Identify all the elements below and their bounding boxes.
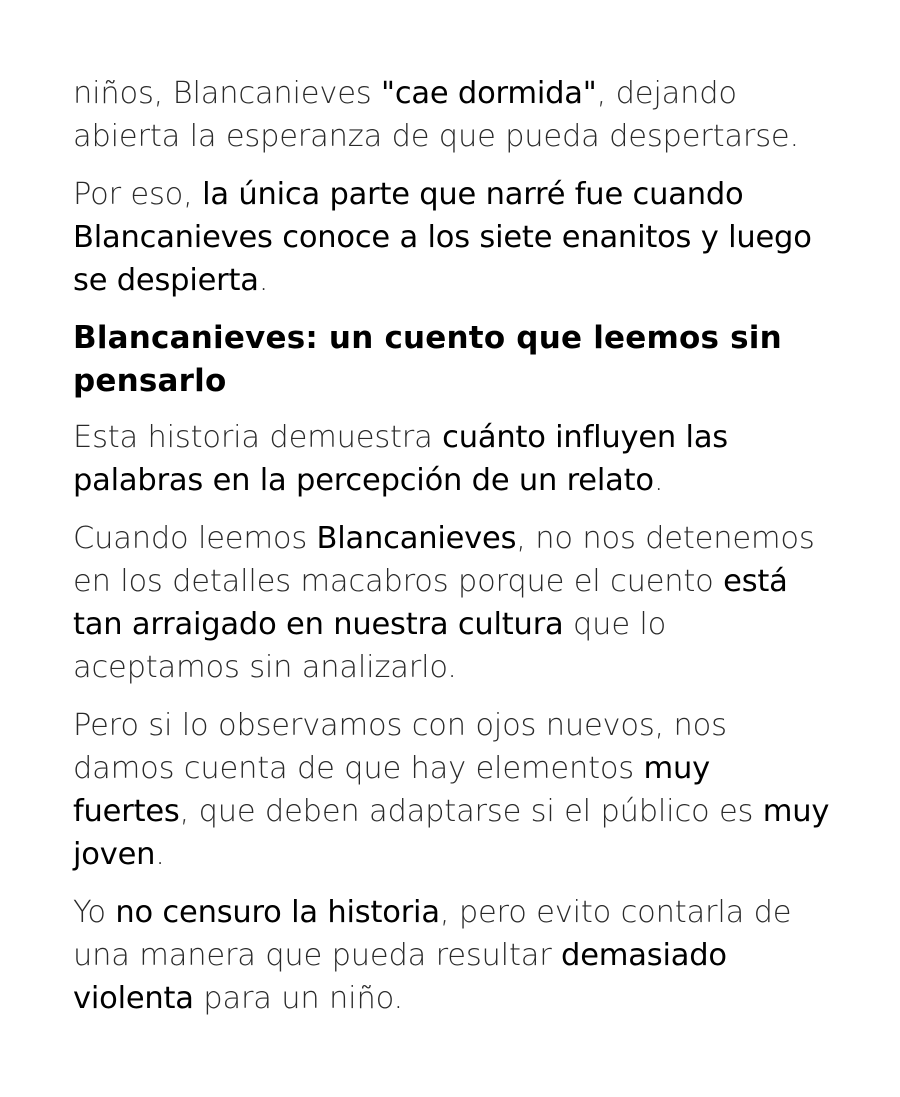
paragraph-1 <box>73 72 833 158</box>
emphasis-span: "cae dormida" <box>380 76 597 111</box>
emphasis-span: Blancanieves <box>316 521 517 556</box>
emphasis-span: muy fuertes <box>73 751 710 829</box>
text-span: para un niño. <box>193 981 403 1016</box>
text-span: Pero si lo observamos con ojos nuevos, nos damos cuenta de que hay elementos <box>73 708 727 786</box>
text-span: , que deben adaptarse si el público es <box>179 794 763 829</box>
text-span: Cuando leemos <box>73 521 317 556</box>
emphasis-span: está tan arraigado en nuestra cultura <box>73 564 788 642</box>
text-span: Esta historia demuestra <box>73 420 443 455</box>
text-span: , no nos detenemos en los detalles macabros porque el cuento <box>73 521 815 599</box>
text-span: Yo <box>73 895 116 930</box>
text-span: niños, Blancanieves <box>73 76 381 111</box>
text-span: . <box>258 263 269 298</box>
text-span: , dejando abierta la esperanza de que pueda despertarse. <box>73 76 799 154</box>
article-body <box>73 72 833 1035</box>
emphasis-span: la única parte que narré fue cuando Blancanieves conoce a los siete enanitos y luego se despierta <box>73 177 812 298</box>
text-span: , pero evito contarla de una manera que pueda resultar <box>73 895 792 973</box>
section-heading: Blancanieves: un cuento que leemos sin pensarlo <box>73 320 782 399</box>
text-span: . <box>653 463 664 498</box>
paragraph-2 <box>73 173 833 302</box>
emphasis-span: muy joven <box>73 794 830 872</box>
text-span: . <box>155 837 165 872</box>
paragraph-5 <box>73 704 833 876</box>
emphasis-span: no censuro la historia <box>115 895 440 930</box>
emphasis-span: demasiado violenta <box>73 938 727 1016</box>
paragraph-4 <box>73 517 833 689</box>
paragraph-6 <box>73 891 833 1020</box>
text-span: que lo aceptamos sin analizarlo. <box>73 607 667 685</box>
emphasis-span: cuánto influyen las palabras en la percepción de un relato <box>73 420 729 498</box>
paragraph-3 <box>73 416 833 502</box>
text-span: Por eso, <box>73 177 203 212</box>
